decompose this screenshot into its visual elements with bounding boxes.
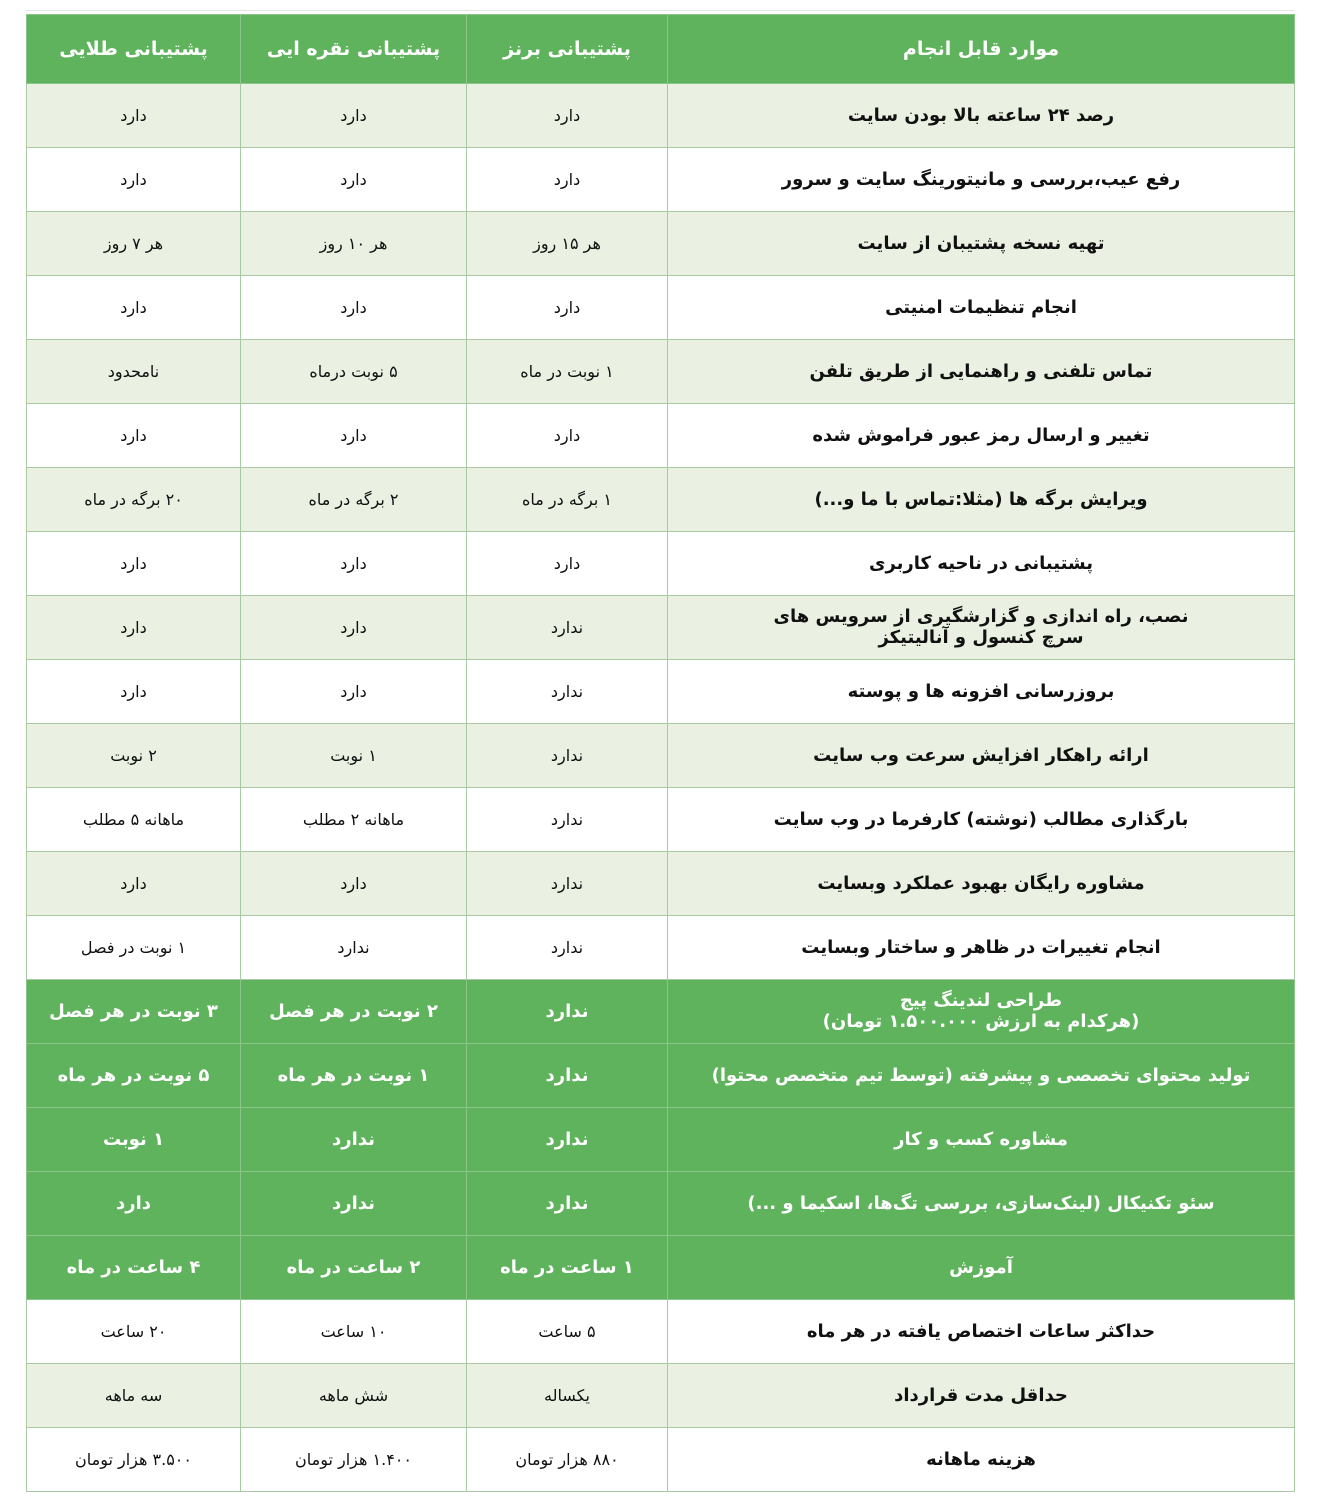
bronze-cell: ندارد bbox=[467, 788, 668, 852]
bronze-cell: دارد bbox=[467, 84, 668, 148]
table-row bbox=[27, 596, 1295, 660]
silver-cell: شش ماهه bbox=[241, 1364, 467, 1428]
gold-cell: دارد bbox=[27, 532, 241, 596]
silver-cell: ۱ نوبت bbox=[241, 724, 467, 788]
gold-cell: دارد bbox=[27, 660, 241, 724]
gold-cell: دارد bbox=[27, 852, 241, 916]
gold-cell: دارد bbox=[27, 596, 241, 660]
table-row bbox=[27, 212, 1295, 276]
table-row-price bbox=[27, 1428, 1295, 1492]
table-row bbox=[27, 404, 1295, 468]
gold-cell: دارد bbox=[27, 1172, 241, 1236]
bronze-cell: ۱ ساعت در ماه bbox=[467, 1236, 668, 1300]
gold-cell: نامحدود bbox=[27, 340, 241, 404]
feature-cell: حداکثر ساعات اختصاص یافته در هر ماه bbox=[668, 1300, 1295, 1364]
feature-cell: آموزش bbox=[668, 1236, 1295, 1300]
bronze-price-cell: ۸۸۰ هزار تومان bbox=[467, 1428, 668, 1492]
header-feature: موارد قابل انجام bbox=[668, 15, 1295, 84]
gold-cell: ۲ نوبت bbox=[27, 724, 241, 788]
silver-cell: ۲ برگه در ماه bbox=[241, 468, 467, 532]
feature-cell: حداقل مدت قرارداد bbox=[668, 1364, 1295, 1428]
feature-cell: سئو تکنیکال (لینک‌سازی، بررسی تگ‌ها، اسکیما و ...) bbox=[668, 1172, 1295, 1236]
table-row bbox=[27, 340, 1295, 404]
bronze-cell: ندارد bbox=[467, 852, 668, 916]
table-row bbox=[27, 84, 1295, 148]
feature-cell: مشاوره رایگان بهبود عملکرد وبسایت bbox=[668, 852, 1295, 916]
bronze-cell: ندارد bbox=[467, 1044, 668, 1108]
gold-cell: ۲۰ برگه در ماه bbox=[27, 468, 241, 532]
table-row bbox=[27, 148, 1295, 212]
gold-cell: دارد bbox=[27, 404, 241, 468]
silver-cell: دارد bbox=[241, 404, 467, 468]
header-bronze: پشتیبانی برنز bbox=[467, 15, 668, 84]
feature-cell: پشتیبانی در ناحیه کاربری bbox=[668, 532, 1295, 596]
gold-cell: ۵ نوبت در هر ماه bbox=[27, 1044, 241, 1108]
bronze-cell: یکساله bbox=[467, 1364, 668, 1428]
silver-cell: ماهانه ۲ مطلب bbox=[241, 788, 467, 852]
bronze-cell: دارد bbox=[467, 276, 668, 340]
header-gold: پشتیبانی طلایی bbox=[27, 15, 241, 84]
bronze-cell: دارد bbox=[467, 532, 668, 596]
feature-cell: تولید محتوای تخصصی و پیشرفته (توسط تیم متخصص محتوا) bbox=[668, 1044, 1295, 1108]
feature-line-1: طراحی لندینگ پیج bbox=[899, 989, 1063, 1011]
silver-price-cell: ۱.۴۰۰ هزار تومان bbox=[241, 1428, 467, 1492]
feature-cell bbox=[668, 596, 1295, 660]
feature-cell: انجام تغییرات در ظاهر و ساختار وبسایت bbox=[668, 916, 1295, 980]
bronze-cell: هر ۱۵ روز bbox=[467, 212, 668, 276]
silver-cell: ۲ ساعت در ماه bbox=[241, 1236, 467, 1300]
feature-line-1: نصب، راه اندازی و گزارشگیری از سرویس های bbox=[773, 605, 1189, 627]
bronze-cell: ندارد bbox=[467, 980, 668, 1044]
silver-cell: دارد bbox=[241, 596, 467, 660]
table-row bbox=[27, 660, 1295, 724]
gold-cell: ۴ ساعت در ماه bbox=[27, 1236, 241, 1300]
silver-cell: ۱۰ ساعت bbox=[241, 1300, 467, 1364]
bronze-cell: ۱ برگه در ماه bbox=[467, 468, 668, 532]
feature-cell: تغییر و ارسال رمز عبور فراموش شده bbox=[668, 404, 1295, 468]
table-row bbox=[27, 852, 1295, 916]
table-header-row bbox=[27, 15, 1295, 84]
bronze-cell: دارد bbox=[467, 404, 668, 468]
gold-cell: ماهانه ۵ مطلب bbox=[27, 788, 241, 852]
gold-cell: ۱ نوبت در فصل bbox=[27, 916, 241, 980]
gold-cell: دارد bbox=[27, 84, 241, 148]
silver-cell: ۵ نوبت درماه bbox=[241, 340, 467, 404]
feature-cell: بارگذاری مطالب (نوشته) کارفرما در وب سایت bbox=[668, 788, 1295, 852]
silver-cell: دارد bbox=[241, 852, 467, 916]
feature-cell: ویرایش برگه ها (مثلا:تماس با ما و...) bbox=[668, 468, 1295, 532]
bronze-cell: ۵ ساعت bbox=[467, 1300, 668, 1364]
bronze-cell: ندارد bbox=[467, 916, 668, 980]
table-row bbox=[27, 532, 1295, 596]
feature-cell: انجام تنظیمات امنیتی bbox=[668, 276, 1295, 340]
table-row bbox=[27, 468, 1295, 532]
feature-cell: بروزرسانی افزونه ها و پوسته bbox=[668, 660, 1295, 724]
gold-cell: دارد bbox=[27, 148, 241, 212]
header-silver: پشتیبانی نقره ایی bbox=[241, 15, 467, 84]
bronze-cell: ندارد bbox=[467, 724, 668, 788]
silver-cell: ندارد bbox=[241, 916, 467, 980]
gold-price-cell: ۳.۵۰۰ هزار تومان bbox=[27, 1428, 241, 1492]
feature-cell: رفع عیب،بررسی و مانیتورینگ سایت و سرور bbox=[668, 148, 1295, 212]
table-row bbox=[27, 276, 1295, 340]
bronze-cell: دارد bbox=[467, 148, 668, 212]
silver-cell: ندارد bbox=[241, 1172, 467, 1236]
silver-cell: دارد bbox=[241, 148, 467, 212]
table-row-highlight bbox=[27, 1044, 1295, 1108]
gold-cell: سه ماهه bbox=[27, 1364, 241, 1428]
bronze-cell: ندارد bbox=[467, 1172, 668, 1236]
feature-cell: ارائه راهکار افزایش سرعت وب سایت bbox=[668, 724, 1295, 788]
table-row bbox=[27, 724, 1295, 788]
bronze-cell: ندارد bbox=[467, 660, 668, 724]
bronze-cell: ۱ نوبت در ماه bbox=[467, 340, 668, 404]
feature-cell: هزینه ماهانه bbox=[668, 1428, 1295, 1492]
table-row bbox=[27, 916, 1295, 980]
support-plans-table bbox=[26, 14, 1295, 1492]
feature-cell: رصد ۲۴ ساعته بالا بودن سایت bbox=[668, 84, 1295, 148]
silver-cell: دارد bbox=[241, 276, 467, 340]
gold-cell: ۳ نوبت در هر فصل bbox=[27, 980, 241, 1044]
table-row-highlight bbox=[27, 1172, 1295, 1236]
feature-cell: تماس تلفنی و راهنمایی از طریق تلفن bbox=[668, 340, 1295, 404]
gold-cell: دارد bbox=[27, 276, 241, 340]
table-row bbox=[27, 788, 1295, 852]
silver-cell: ۲ نوبت در هر فصل bbox=[241, 980, 467, 1044]
silver-cell: هر ۱۰ روز bbox=[241, 212, 467, 276]
silver-cell: دارد bbox=[241, 532, 467, 596]
table-row bbox=[27, 1300, 1295, 1364]
table-row bbox=[27, 1364, 1295, 1428]
silver-cell: دارد bbox=[241, 660, 467, 724]
table-row-highlight bbox=[27, 1108, 1295, 1172]
top-divider bbox=[26, 0, 1294, 11]
silver-cell: ۱ نوبت در هر ماه bbox=[241, 1044, 467, 1108]
table-row-highlight bbox=[27, 1236, 1295, 1300]
feature-cell: تهیه نسخه پشتیبان از سایت bbox=[668, 212, 1295, 276]
silver-cell: ندارد bbox=[241, 1108, 467, 1172]
table-row-highlight bbox=[27, 980, 1295, 1044]
gold-cell: ۱ نوبت bbox=[27, 1108, 241, 1172]
feature-line-2: (هرکدام به ارزش ۱.۵۰۰.۰۰۰ تومان) bbox=[822, 1010, 1140, 1032]
silver-cell: دارد bbox=[241, 84, 467, 148]
feature-line-2: سرچ کنسول و آنالیتیکز bbox=[878, 626, 1084, 648]
feature-cell bbox=[668, 980, 1295, 1044]
feature-cell: مشاوره کسب و کار bbox=[668, 1108, 1295, 1172]
gold-cell: ۲۰ ساعت bbox=[27, 1300, 241, 1364]
gold-cell: هر ۷ روز bbox=[27, 212, 241, 276]
bronze-cell: ندارد bbox=[467, 596, 668, 660]
bronze-cell: ندارد bbox=[467, 1108, 668, 1172]
